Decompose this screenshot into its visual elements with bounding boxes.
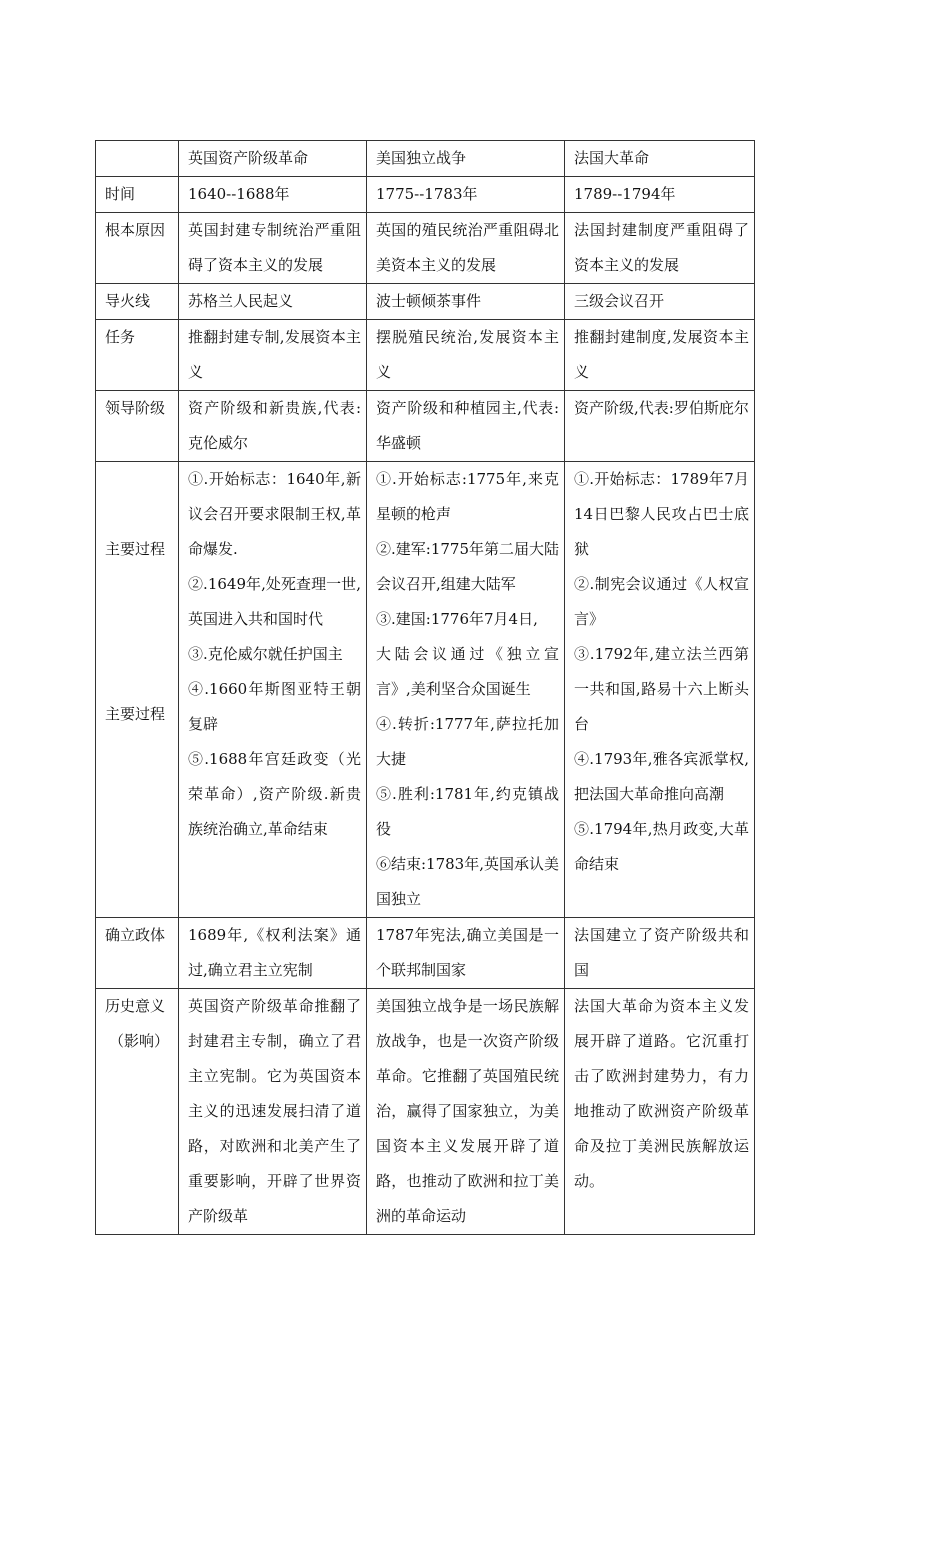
cell-france-cause	[565, 213, 755, 284]
cell-america-polity	[367, 918, 565, 989]
cell-text: 资产阶级和新贵族,代表:克伦威尔	[188, 399, 361, 452]
cell-text: 法国封建制度严重阻碍了资本主义的发展	[574, 221, 749, 274]
row-time	[96, 177, 755, 213]
row-label-leader: 领导阶级	[96, 391, 179, 462]
process-step: ②.建军:1775年第二届大陆会议召开,组建大陆军	[376, 540, 559, 593]
row-label-task: 任务	[96, 320, 179, 391]
process-step: ③.1792年,建立法兰西第一共和国,路易十六上断头台	[574, 645, 749, 733]
cell-text: 资产阶级和种植园主,代表:华盛顿	[376, 399, 559, 452]
cell-england-task	[179, 320, 367, 391]
process-step: ⑤.1688年宫廷政变（光荣革命）,资产阶级.新贵族统治确立,革命结束	[188, 750, 361, 838]
process-label-top: 主要过程	[105, 540, 166, 558]
row-label-polity: 确立政体	[96, 918, 179, 989]
cell-text: 摆脱殖民统治,发展资本主义	[376, 328, 559, 381]
cell-text: 资产阶级,代表:罗伯斯庇尔	[574, 399, 749, 417]
process-step: ③.克伦威尔就任护国主	[188, 645, 343, 663]
cell-text: 1689年,《权利法案》通过,确立君主立宪制	[188, 926, 361, 979]
process-step: ①.开始标志：1640年,新议会召开要求限制王权,革命爆发.	[188, 470, 361, 558]
row-label-cause: 根本原因	[96, 213, 179, 284]
process-step: ④.转折:1777年,萨拉托加大捷	[376, 715, 559, 768]
cell-france-task	[565, 320, 755, 391]
process-step: ⑤.胜利:1781年,约克镇战役	[376, 785, 559, 838]
process-step: 大陆会议通过《独立宣言》,美利坚合众国诞生	[376, 645, 559, 698]
cell-text: 推翻封建制度,发展资本主义	[574, 328, 749, 381]
cell-text: 美国独立战争是一场民族解放战争，也是一次资产阶级革命。它推翻了英国殖民统治，赢得了国家独立，为美国资本主义发展开辟了道路，也推动了欧洲和拉丁美洲的革命运动	[376, 997, 559, 1225]
cell-text: 法国大革命为资本主义发展开辟了道路。它沉重打击了欧洲封建势力，有力地推动了欧洲资产阶级革命及拉丁美洲民族解放运动。	[574, 997, 749, 1190]
cell-england-trigger: 苏格兰人民起义	[179, 284, 367, 320]
cell-america-task	[367, 320, 565, 391]
process-step: ②.制宪会议通过《人权宣言》	[574, 575, 749, 628]
process-step: ⑤.1794年,热月政变,大革命结束	[574, 820, 749, 873]
row-polity	[96, 918, 755, 989]
significance-label-line1: 历史意义	[105, 997, 166, 1015]
row-label-significance	[96, 989, 179, 1235]
header-empty	[96, 141, 179, 177]
cell-england-polity	[179, 918, 367, 989]
cell-text: 英国的殖民统治严重阻碍北美资本主义的发展	[376, 221, 559, 274]
cell-france-time: 1789--1794年	[565, 177, 755, 213]
row-significance	[96, 989, 755, 1235]
process-step: ①.开始标志:1775年,来克星顿的枪声	[376, 470, 559, 523]
row-trigger	[96, 284, 755, 320]
cell-france-significance	[565, 989, 755, 1235]
header-england: 英国资产阶级革命	[179, 141, 367, 177]
process-step: ④.1793年,雅各宾派掌权,把法国大革命推向高潮	[574, 750, 749, 803]
cell-america-leader	[367, 391, 565, 462]
significance-label-line2: （影响）	[108, 1032, 169, 1050]
cell-text: 英国资产阶级革命推翻了封建君主专制，确立了君主立宪制。它为英国资本主义的迅速发展扫清了道路，对欧洲和北美产生了重要影响，开辟了世界资产阶级革	[188, 997, 361, 1225]
cell-england-leader	[179, 391, 367, 462]
comparison-table	[95, 140, 755, 1235]
cell-france-leader	[565, 391, 755, 462]
row-label-trigger: 导火线	[96, 284, 179, 320]
process-step: ④.1660年斯图亚特王朝复辟	[188, 680, 361, 733]
process-step: ①.开始标志：1789年7月14日巴黎人民攻占巴士底狱	[574, 470, 749, 558]
cell-england-cause	[179, 213, 367, 284]
process-label-bottom: 主要过程	[105, 705, 166, 723]
header-row	[96, 141, 755, 177]
process-step: ⑥结束:1783年,英国承认美国独立	[376, 855, 559, 908]
process-step: ③.建国:1776年7月4日,	[376, 610, 538, 628]
cell-text: 1787年宪法,确立美国是一个联邦制国家	[376, 926, 559, 979]
header-france: 法国大革命	[565, 141, 755, 177]
cell-england-significance	[179, 989, 367, 1235]
cell-america-process	[367, 462, 565, 918]
cell-text: 推翻封建专制,发展资本主义	[188, 328, 361, 381]
row-label-time: 时间	[96, 177, 179, 213]
cell-america-cause	[367, 213, 565, 284]
cell-england-time: 1640--1688年	[179, 177, 367, 213]
cell-text: 英国封建专制统治严重阻碍了资本主义的发展	[188, 221, 361, 274]
header-america: 美国独立战争	[367, 141, 565, 177]
process-step: ②.1649年,处死查理一世,英国进入共和国时代	[188, 575, 361, 628]
cell-france-polity	[565, 918, 755, 989]
row-task	[96, 320, 755, 391]
row-leader	[96, 391, 755, 462]
cell-america-trigger: 波士顿倾茶事件	[367, 284, 565, 320]
cell-france-process	[565, 462, 755, 918]
cell-france-trigger: 三级会议召开	[565, 284, 755, 320]
cell-america-significance	[367, 989, 565, 1235]
row-label-process	[96, 462, 179, 918]
cell-text: 法国建立了资产阶级共和国	[574, 926, 749, 979]
cell-america-time: 1775--1783年	[367, 177, 565, 213]
row-cause	[96, 213, 755, 284]
row-process	[96, 462, 755, 918]
cell-england-process	[179, 462, 367, 918]
